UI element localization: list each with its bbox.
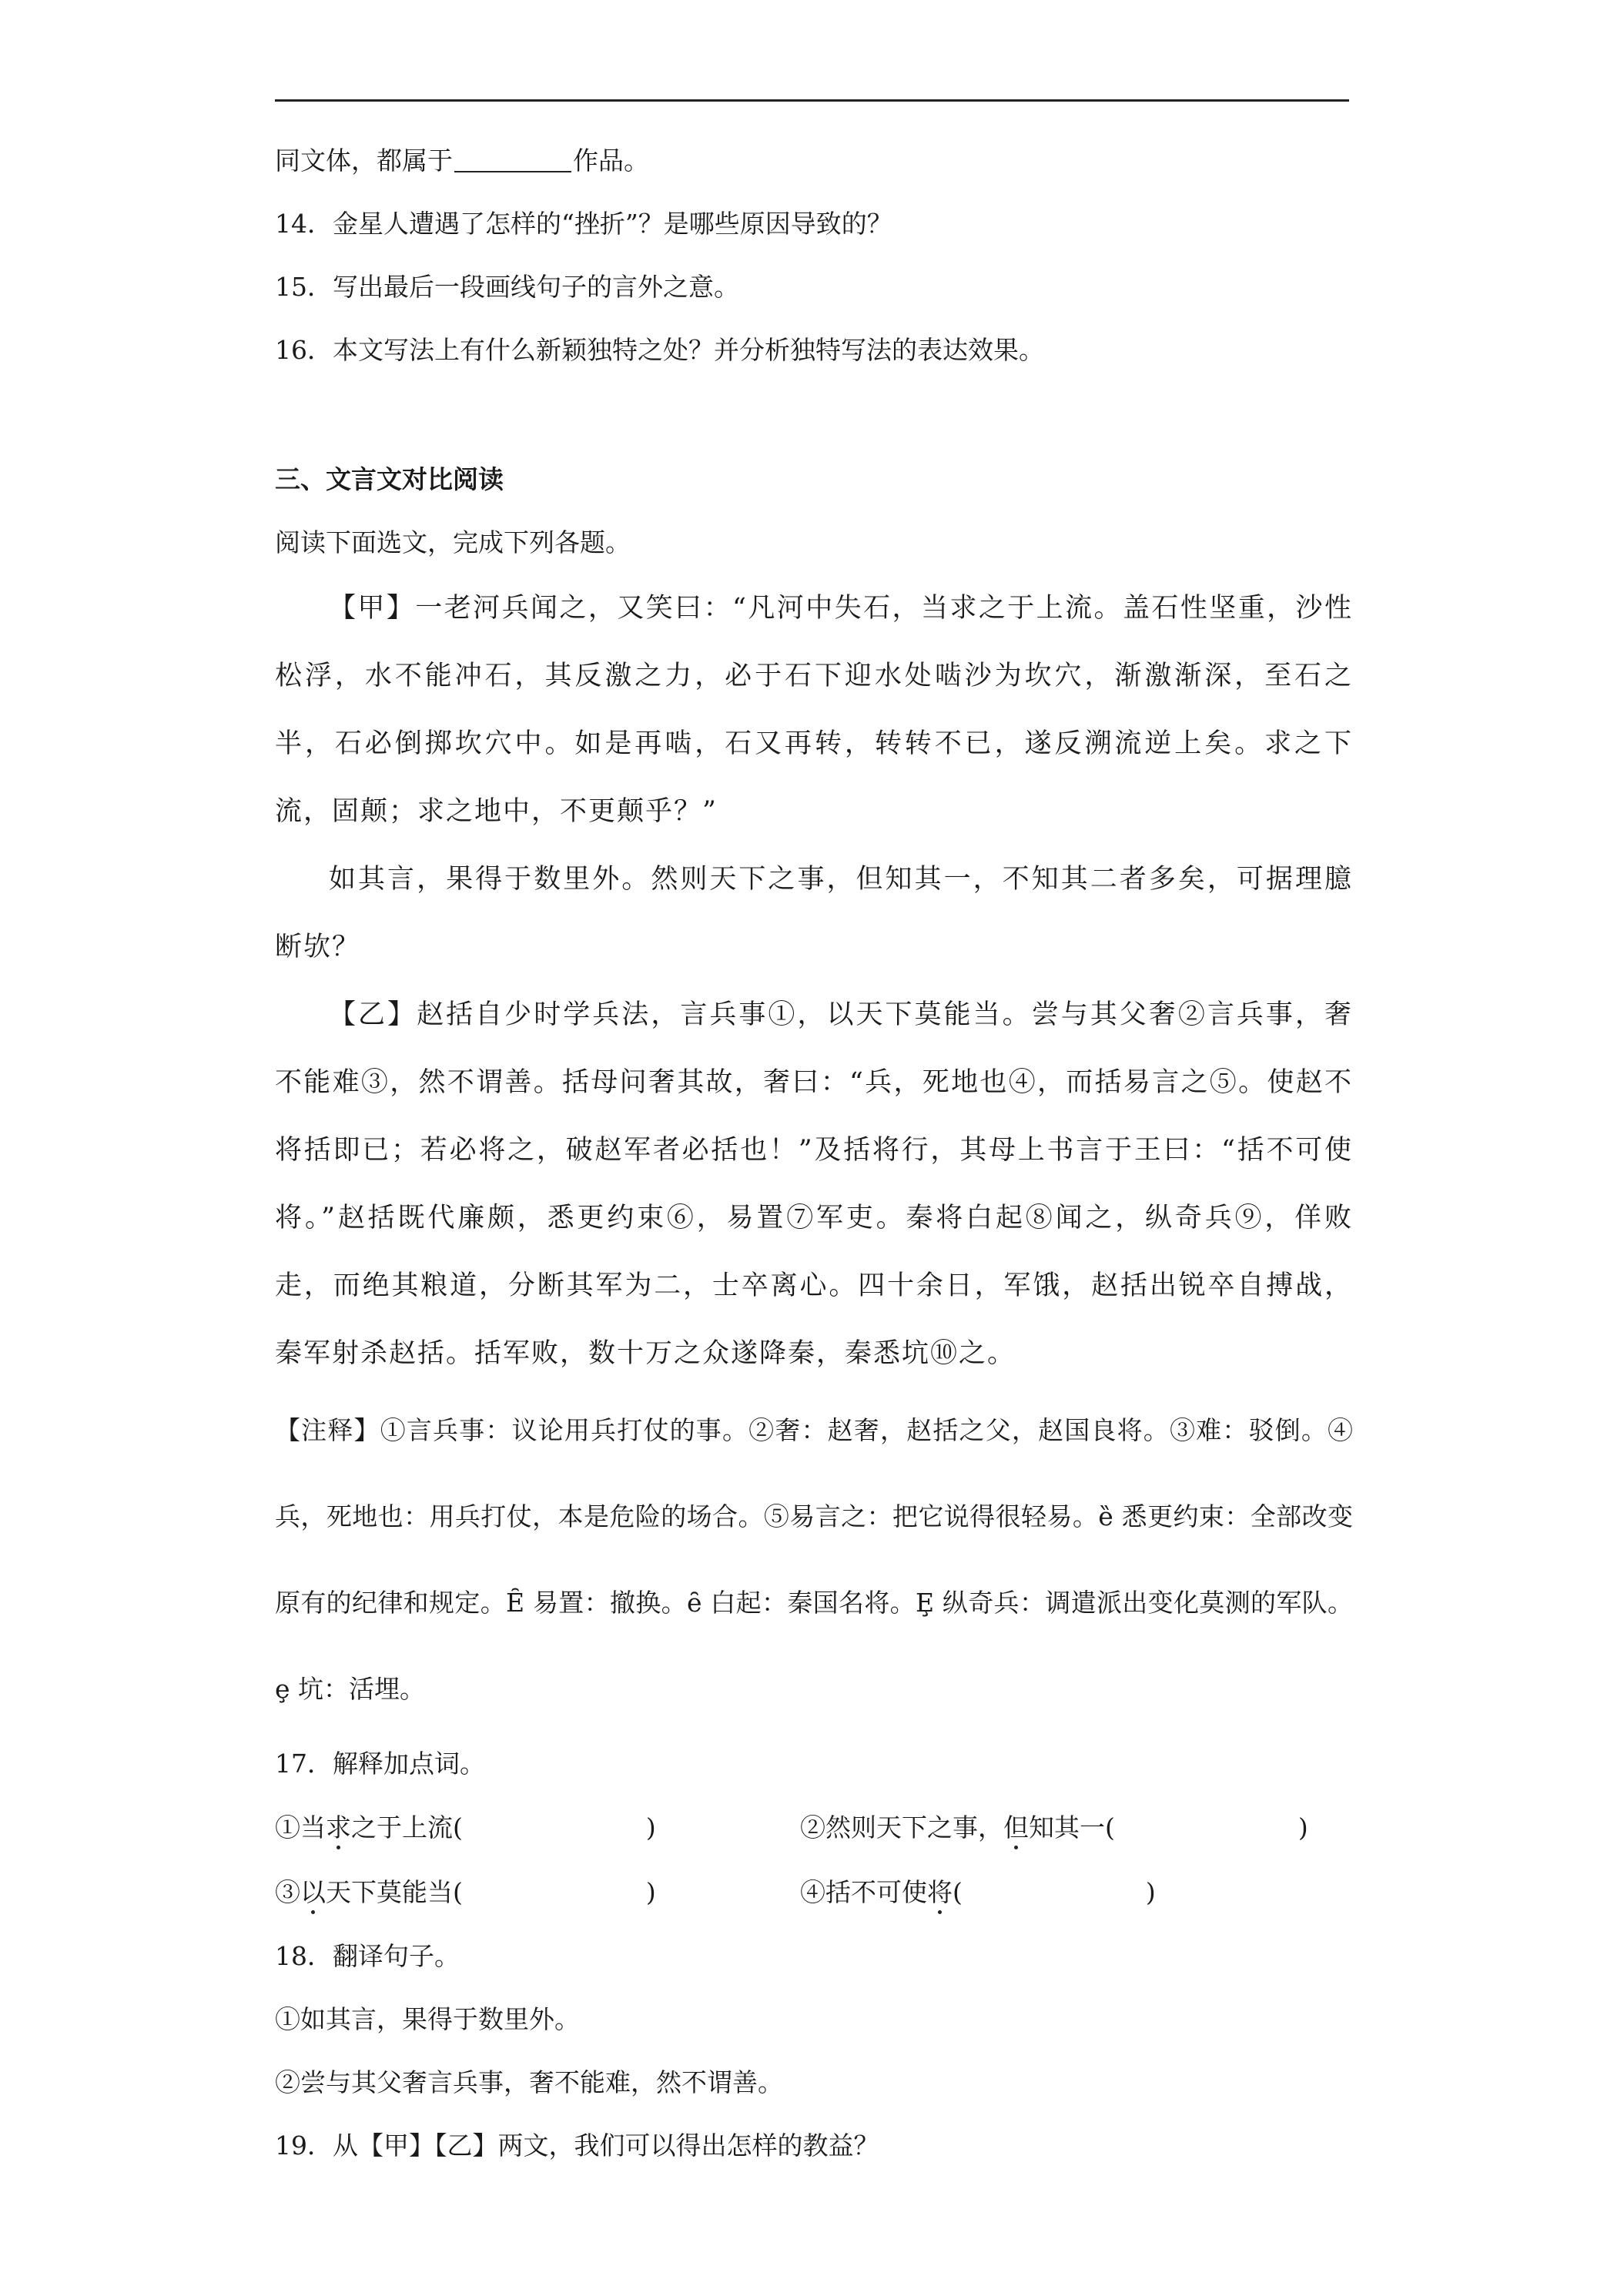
dotted-word: 但 — [1003, 1812, 1029, 1842]
passage-yi-paragraph: 【乙】赵括自少时学兵法，言兵事①，以天下莫能当。尝与其父奢②言兵事，奢不能难③，然不谓善。括母问奢其故，奢曰：“兵，死地也④，而括易言之⑤。使赵不将括即已；若必将之，破赵军者必括也！”及括将行，其母上书言于王曰：“括不可使将。”赵括既代廉颇，悉更约束⑥，易置⑦军吏。秦将白起⑧闻之，纵奇兵⑨，佯败走，而绝其粮道，分断其军为二，士卒离心。四十余日，军饿，赵括出锐卒自搏战，秦军射杀赵括。括军败，数十万之众遂降秦，秦悉坑⑩之。 — [275, 999, 1353, 1369]
carryover-text-start: 同文体，都属于 — [275, 146, 453, 176]
question-15: 15．写出最后一段画线句子的言外之意。 — [275, 272, 739, 302]
annotations: 【注释】①言兵事：议论用兵打仗的事。②奢：赵奢，赵括之父，赵国良将。③难：驳倒。④兵，死地也：用兵打仗，本是危险的场合。⑤易言之：把它说得很轻易。ȅ 悉更约束：全部改变原有的纪律和规定。Ȇ 易置：撤换。ȇ 白起：秦国名将。Ȩ 纵奇兵：调遣派出变化莫测的军队。ȩ 坑：活埋。 — [275, 1415, 1353, 1704]
item-text: 之于上流( — [351, 1812, 463, 1842]
dotted-word: 求 — [326, 1812, 351, 1842]
item-text: ( — [953, 1877, 963, 1907]
dotted-word: 以 — [300, 1877, 326, 1907]
question-17-item-4 — [800, 1860, 1156, 1925]
close-paren: ) — [645, 1812, 656, 1842]
item-text: ②然则天下之事， — [800, 1812, 1003, 1842]
item-text: ③ — [275, 1877, 300, 1907]
dotted-word: 将 — [927, 1877, 953, 1907]
item-text: 天下莫能当( — [326, 1877, 463, 1907]
passage-jia-paragraph-1: 【甲】一老河兵闻之，又笑曰：“凡河中失石，当求之于上流。盖石性坚重，沙性松浮，水不能冲石，其反激之力，必于石下迎水处啮沙为坎穴，渐激渐深，至石之半，石必倒掷坎穴中。如是再啮，石又再转，转转不已，遂反溯流逆上矣。求之下流，固颠；求之地中，不更颠乎？” — [275, 593, 1353, 827]
close-paren: ) — [1298, 1812, 1308, 1842]
section-title: 三、文言文对比阅读 — [275, 464, 504, 494]
carryover-line — [275, 129, 1353, 192]
passage-yi — [275, 981, 1353, 1387]
passage-jia — [275, 574, 1353, 981]
item-text: ①当 — [275, 1812, 326, 1842]
header-rule — [275, 99, 1349, 102]
question-18-prompt: 18．翻译句子。 — [275, 1941, 460, 1971]
answer-blank[interactable] — [454, 146, 571, 172]
question-17-prompt: 17．解释加点词。 — [275, 1749, 485, 1779]
exam-page — [275, 129, 1353, 2177]
section-instruction: 阅读下面选文，完成下列各题。 — [275, 527, 631, 557]
question-17-item-1 — [275, 1796, 800, 1860]
passage-jia-paragraph-2: 如其言，果得于数里外。然则天下之事，但知其一，不知其二者多矣，可据理臆断欤？ — [275, 864, 1353, 962]
question-18-item-1: ①如其言，果得于数里外。 — [275, 2004, 580, 2034]
close-paren: ) — [1145, 1877, 1156, 1907]
carryover-text-end: 作品。 — [573, 146, 649, 176]
item-text: ④括不可使 — [800, 1877, 927, 1907]
close-paren: ) — [645, 1877, 656, 1907]
question-18-item-2: ②尝与其父奢言兵事，奢不能难，然不谓善。 — [275, 2067, 783, 2097]
question-17-row-2 — [275, 1860, 1353, 1925]
question-16: 16．本文写法上有什么新颖独特之处？并分析独特写法的表达效果。 — [275, 335, 1044, 365]
question-14: 14．金星人遭遇了怎样的“挫折”？是哪些原因导致的？ — [275, 209, 892, 239]
question-19-prompt: 19．从【甲】【乙】两文，我们可以得出怎样的教益？ — [275, 2130, 879, 2160]
question-17-row-1 — [275, 1796, 1353, 1860]
question-17-item-2 — [800, 1796, 1308, 1860]
question-17-item-3 — [275, 1860, 800, 1925]
item-text: 知其一( — [1029, 1812, 1115, 1842]
